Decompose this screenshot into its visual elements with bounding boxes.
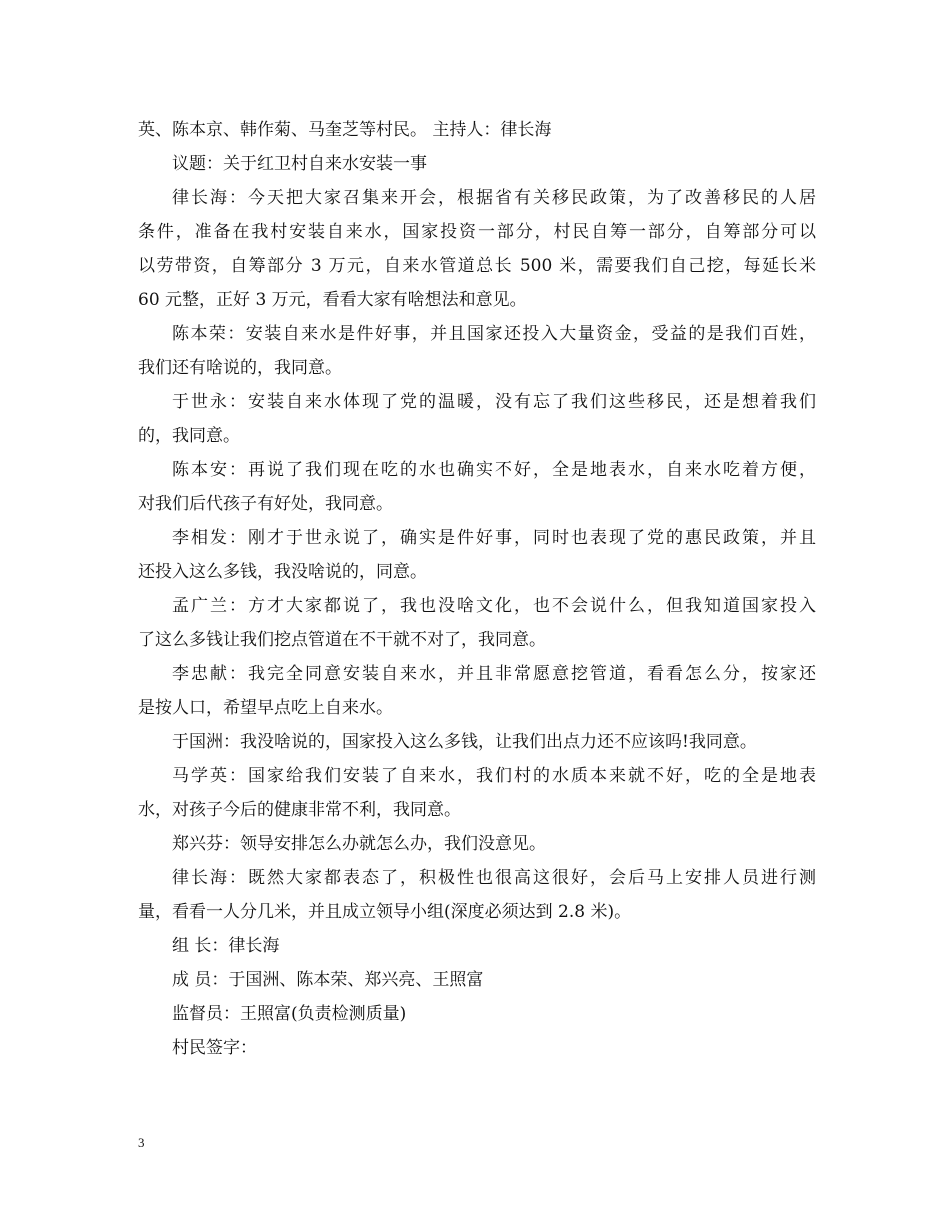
text-line: 律长海：既然大家都表态了，积极性也很高这很好，会后马上安排人员进行测 (172, 868, 816, 888)
text-line: 成 员：于国洲、陈本荣、郑兴亮、王照富 (172, 970, 484, 990)
text-line: 律长海：今天把大家召集来开会，根据省有关移民政策，为了改善移民的人居 (172, 188, 816, 208)
text-line: 条件，准备在我村安装自来水，国家投资一部分，村民自筹一部分，自筹部分可以 (138, 222, 816, 242)
text-line: 陈本安：再说了我们现在吃的水也确实不好，全是地表水，自来水吃着方便， (172, 460, 816, 480)
text-line: 以劳带资，自筹部分 3 万元，自来水管道总长 500 米，需要我们自己挖，每延长米 (138, 256, 816, 276)
meeting-minutes-body (138, 113, 816, 1065)
text-line: 是按人口，希望早点吃上自来水。 (138, 698, 393, 718)
text-line: 议题：关于红卫村自来水安装一事 (172, 154, 427, 174)
text-line: 于国洲：我没啥说的，国家投入这么多钱，让我们出点力还不应该吗!我同意。 (172, 732, 757, 752)
text-line: 李相发：刚才于世永说了，确实是件好事，同时也表现了党的惠民政策，并且 (172, 528, 816, 548)
text-line: 陈本荣：安装自来水是件好事，并且国家还投入大量资金，受益的是我们百姓， (172, 324, 816, 344)
text-line: 水，对孩子今后的健康非常不利，我同意。 (138, 800, 461, 820)
text-line: 组 长：律长海 (172, 936, 280, 956)
text-line: 对我们后代孩子有好处，我同意。 (138, 494, 393, 514)
text-line: 了这么多钱让我们挖点管道在不干就不对了，我同意。 (138, 630, 546, 650)
text-line: 李忠献：我完全同意安装自来水，并且非常愿意挖管道，看看怎么分，按家还 (172, 664, 816, 684)
text-line: 于世永：安装自来水体现了党的温暖，没有忘了我们这些移民，还是想着我们 (172, 392, 816, 412)
text-line: 60 元整，正好 3 万元，看看大家有啥想法和意见。 (138, 290, 527, 310)
text-line: 的，我同意。 (138, 426, 240, 446)
text-line: 英、陈本京、韩作菊、马奎芝等村民。 主持人：律长海 (138, 120, 552, 140)
text-line: 孟广兰：方才大家都说了，我也没啥文化，也不会说什么，但我知道国家投入 (172, 596, 816, 616)
text-line: 村民签字： (172, 1038, 257, 1058)
text-line: 郑兴芬：领导安排怎么办就怎么办，我们没意见。 (172, 834, 546, 854)
text-line: 量，看看一人分几米，并且成立领导小组(深度必须达到 2.8 米)。 (138, 902, 632, 922)
page-number: 3 (138, 1135, 145, 1150)
text-line: 马学英：国家给我们安装了自来水，我们村的水质本来就不好，吃的全是地表 (172, 766, 816, 786)
text-line: 监督员：王照富(负责检测质量) (172, 1004, 407, 1024)
text-line: 我们还有啥说的，我同意。 (138, 358, 342, 378)
text-line: 还投入这么多钱，我没啥说的，同意。 (138, 562, 427, 582)
